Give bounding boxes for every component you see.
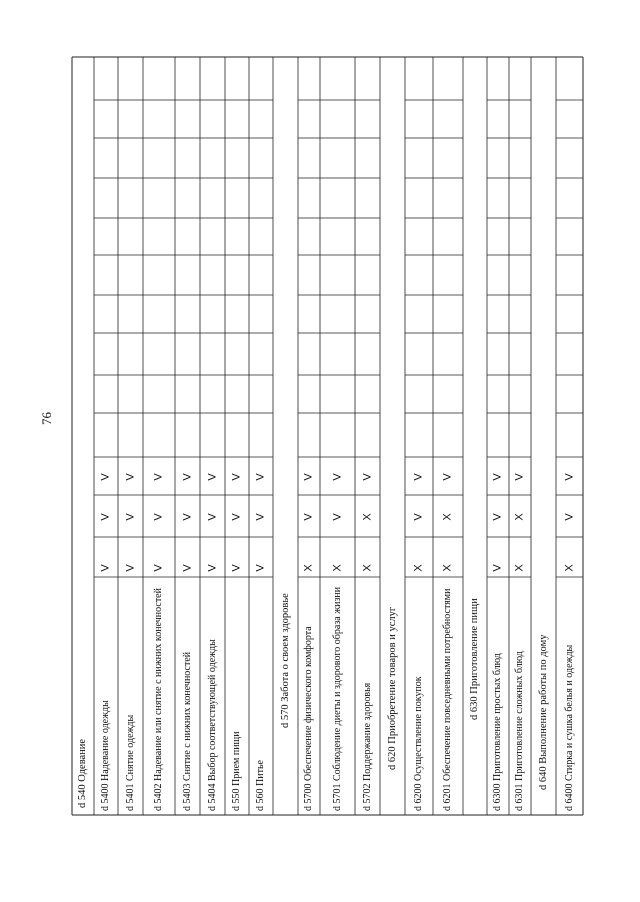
mark-cell xyxy=(563,470,577,484)
check-mark: V xyxy=(206,473,219,481)
mark-cell xyxy=(513,510,527,524)
mark-cell xyxy=(152,470,166,484)
check-mark: V xyxy=(124,473,137,481)
mark-cell xyxy=(302,561,316,575)
mark-cell xyxy=(124,561,138,575)
page-number: 76 xyxy=(39,412,54,425)
mark-cell xyxy=(563,510,577,524)
check-mark: V xyxy=(231,473,243,481)
mark-cell xyxy=(302,470,316,484)
mark-cell xyxy=(99,561,113,575)
table-row-label: d 6400 Стирка и сушка белья и одежды xyxy=(563,644,575,811)
cross-mark: X xyxy=(361,513,374,521)
mark-cell xyxy=(412,510,426,524)
table-row-label: d 5701 Соблюдение диеты и здорового образа жизни xyxy=(331,586,343,811)
check-mark: V xyxy=(514,473,526,481)
mark-cell xyxy=(230,510,244,524)
mark-cell xyxy=(254,561,268,575)
table-row-label: d 6300 Приготовление простых блюд xyxy=(492,653,503,811)
mark-cell xyxy=(412,470,426,484)
mark-cell xyxy=(152,510,166,524)
section-heading: d 540 Одевание xyxy=(77,738,88,808)
check-mark: V xyxy=(206,564,219,572)
mark-cell xyxy=(254,470,268,484)
mark-cell xyxy=(563,561,577,575)
check-mark: V xyxy=(492,564,504,572)
mark-cell xyxy=(99,470,113,484)
mark-cell xyxy=(206,561,220,575)
table-row-label: d 6200 Осуществление покупок xyxy=(413,676,424,811)
cross-mark: X xyxy=(563,564,576,572)
mark-cell xyxy=(331,470,345,484)
section-heading: d 620 Приобретение товаров и услуг xyxy=(386,606,398,770)
check-mark: V xyxy=(231,564,243,572)
mark-cell xyxy=(181,561,195,575)
mark-cell xyxy=(99,510,113,524)
table-row-label: d 5700 Обеспечение физического комфорта xyxy=(303,626,314,811)
section-heading: d 570 Забота о своем здоровье xyxy=(279,593,291,728)
check-mark: V xyxy=(206,513,219,521)
table-row-label: d 5403 Снятие с нижних конечностей xyxy=(181,651,193,811)
mark-cell xyxy=(441,561,455,575)
mark-cell xyxy=(302,510,316,524)
check-mark: V xyxy=(331,513,344,521)
check-mark: V xyxy=(100,513,112,521)
check-mark: V xyxy=(100,564,112,572)
mark-cell xyxy=(152,561,166,575)
check-mark: V xyxy=(331,473,344,481)
check-mark: V xyxy=(124,564,137,572)
mark-cell xyxy=(361,510,375,524)
check-mark: V xyxy=(361,473,374,481)
check-mark: V xyxy=(124,513,137,521)
cross-mark: X xyxy=(361,564,374,572)
mark-cell xyxy=(206,510,220,524)
mark-cell xyxy=(513,470,527,484)
mark-cell xyxy=(181,510,195,524)
cross-mark: X xyxy=(442,513,454,521)
check-mark: V xyxy=(153,564,165,572)
mark-cell xyxy=(412,561,426,575)
mark-cell xyxy=(491,561,505,575)
check-mark: V xyxy=(181,564,194,572)
mark-cell xyxy=(361,470,375,484)
check-mark: V xyxy=(255,473,267,481)
cross-mark: X xyxy=(514,513,526,521)
check-mark: V xyxy=(255,513,267,521)
table-row-label: d 5400 Надевание одежды xyxy=(100,700,111,811)
table-row-label: d 6201 Обеспечение повседневными потребностями xyxy=(442,588,453,811)
check-mark: V xyxy=(492,473,504,481)
table-row-label: d 5404 Выбор соответствующей одежды xyxy=(206,639,218,811)
mark-cell xyxy=(254,510,268,524)
table-row-label: d 550 Прием пищи xyxy=(231,731,242,811)
cross-mark: X xyxy=(331,564,344,572)
check-mark: V xyxy=(492,513,504,521)
mark-cell xyxy=(230,470,244,484)
mark-cell xyxy=(230,561,244,575)
mark-cell xyxy=(181,470,195,484)
table-row-label: d 6301 Приготовление сложных блюд xyxy=(514,651,525,811)
mark-cell xyxy=(206,470,220,484)
check-mark: V xyxy=(181,473,194,481)
mark-cell xyxy=(491,470,505,484)
check-mark: V xyxy=(413,513,425,521)
mark-cell xyxy=(124,510,138,524)
mark-cell xyxy=(124,470,138,484)
table-row-label: d 5402 Надевание или снятие с нижних конечностей xyxy=(153,588,164,811)
check-mark: V xyxy=(303,473,315,481)
section-heading: d 640 Выполнение работы по дому xyxy=(537,634,549,790)
mark-cell xyxy=(441,470,455,484)
mark-cell xyxy=(331,510,345,524)
check-mark: V xyxy=(153,473,165,481)
cross-mark: X xyxy=(442,564,454,572)
cross-mark: X xyxy=(303,564,315,572)
cross-mark: X xyxy=(413,564,425,572)
cross-mark: X xyxy=(514,564,526,572)
mark-cell xyxy=(491,510,505,524)
check-mark: V xyxy=(255,564,267,572)
check-mark: V xyxy=(563,513,576,521)
check-mark: V xyxy=(563,473,576,481)
check-mark: V xyxy=(231,513,243,521)
table-row-label: d 5702 Поддержание здоровья xyxy=(361,682,373,811)
mark-cell xyxy=(361,561,375,575)
check-mark: V xyxy=(181,513,194,521)
check-mark: V xyxy=(100,473,112,481)
check-mark: V xyxy=(413,473,425,481)
mark-cell xyxy=(441,510,455,524)
mark-cell xyxy=(513,561,527,575)
section-heading: d 630 Приготовление пищи xyxy=(469,598,480,720)
check-mark: V xyxy=(442,473,454,481)
table-row-label: d 560 Питье xyxy=(255,760,266,811)
check-mark: V xyxy=(303,513,315,521)
table-row-label: d 5401 Снятие одежды xyxy=(124,714,136,811)
mark-cell xyxy=(331,561,345,575)
check-mark: V xyxy=(153,513,165,521)
